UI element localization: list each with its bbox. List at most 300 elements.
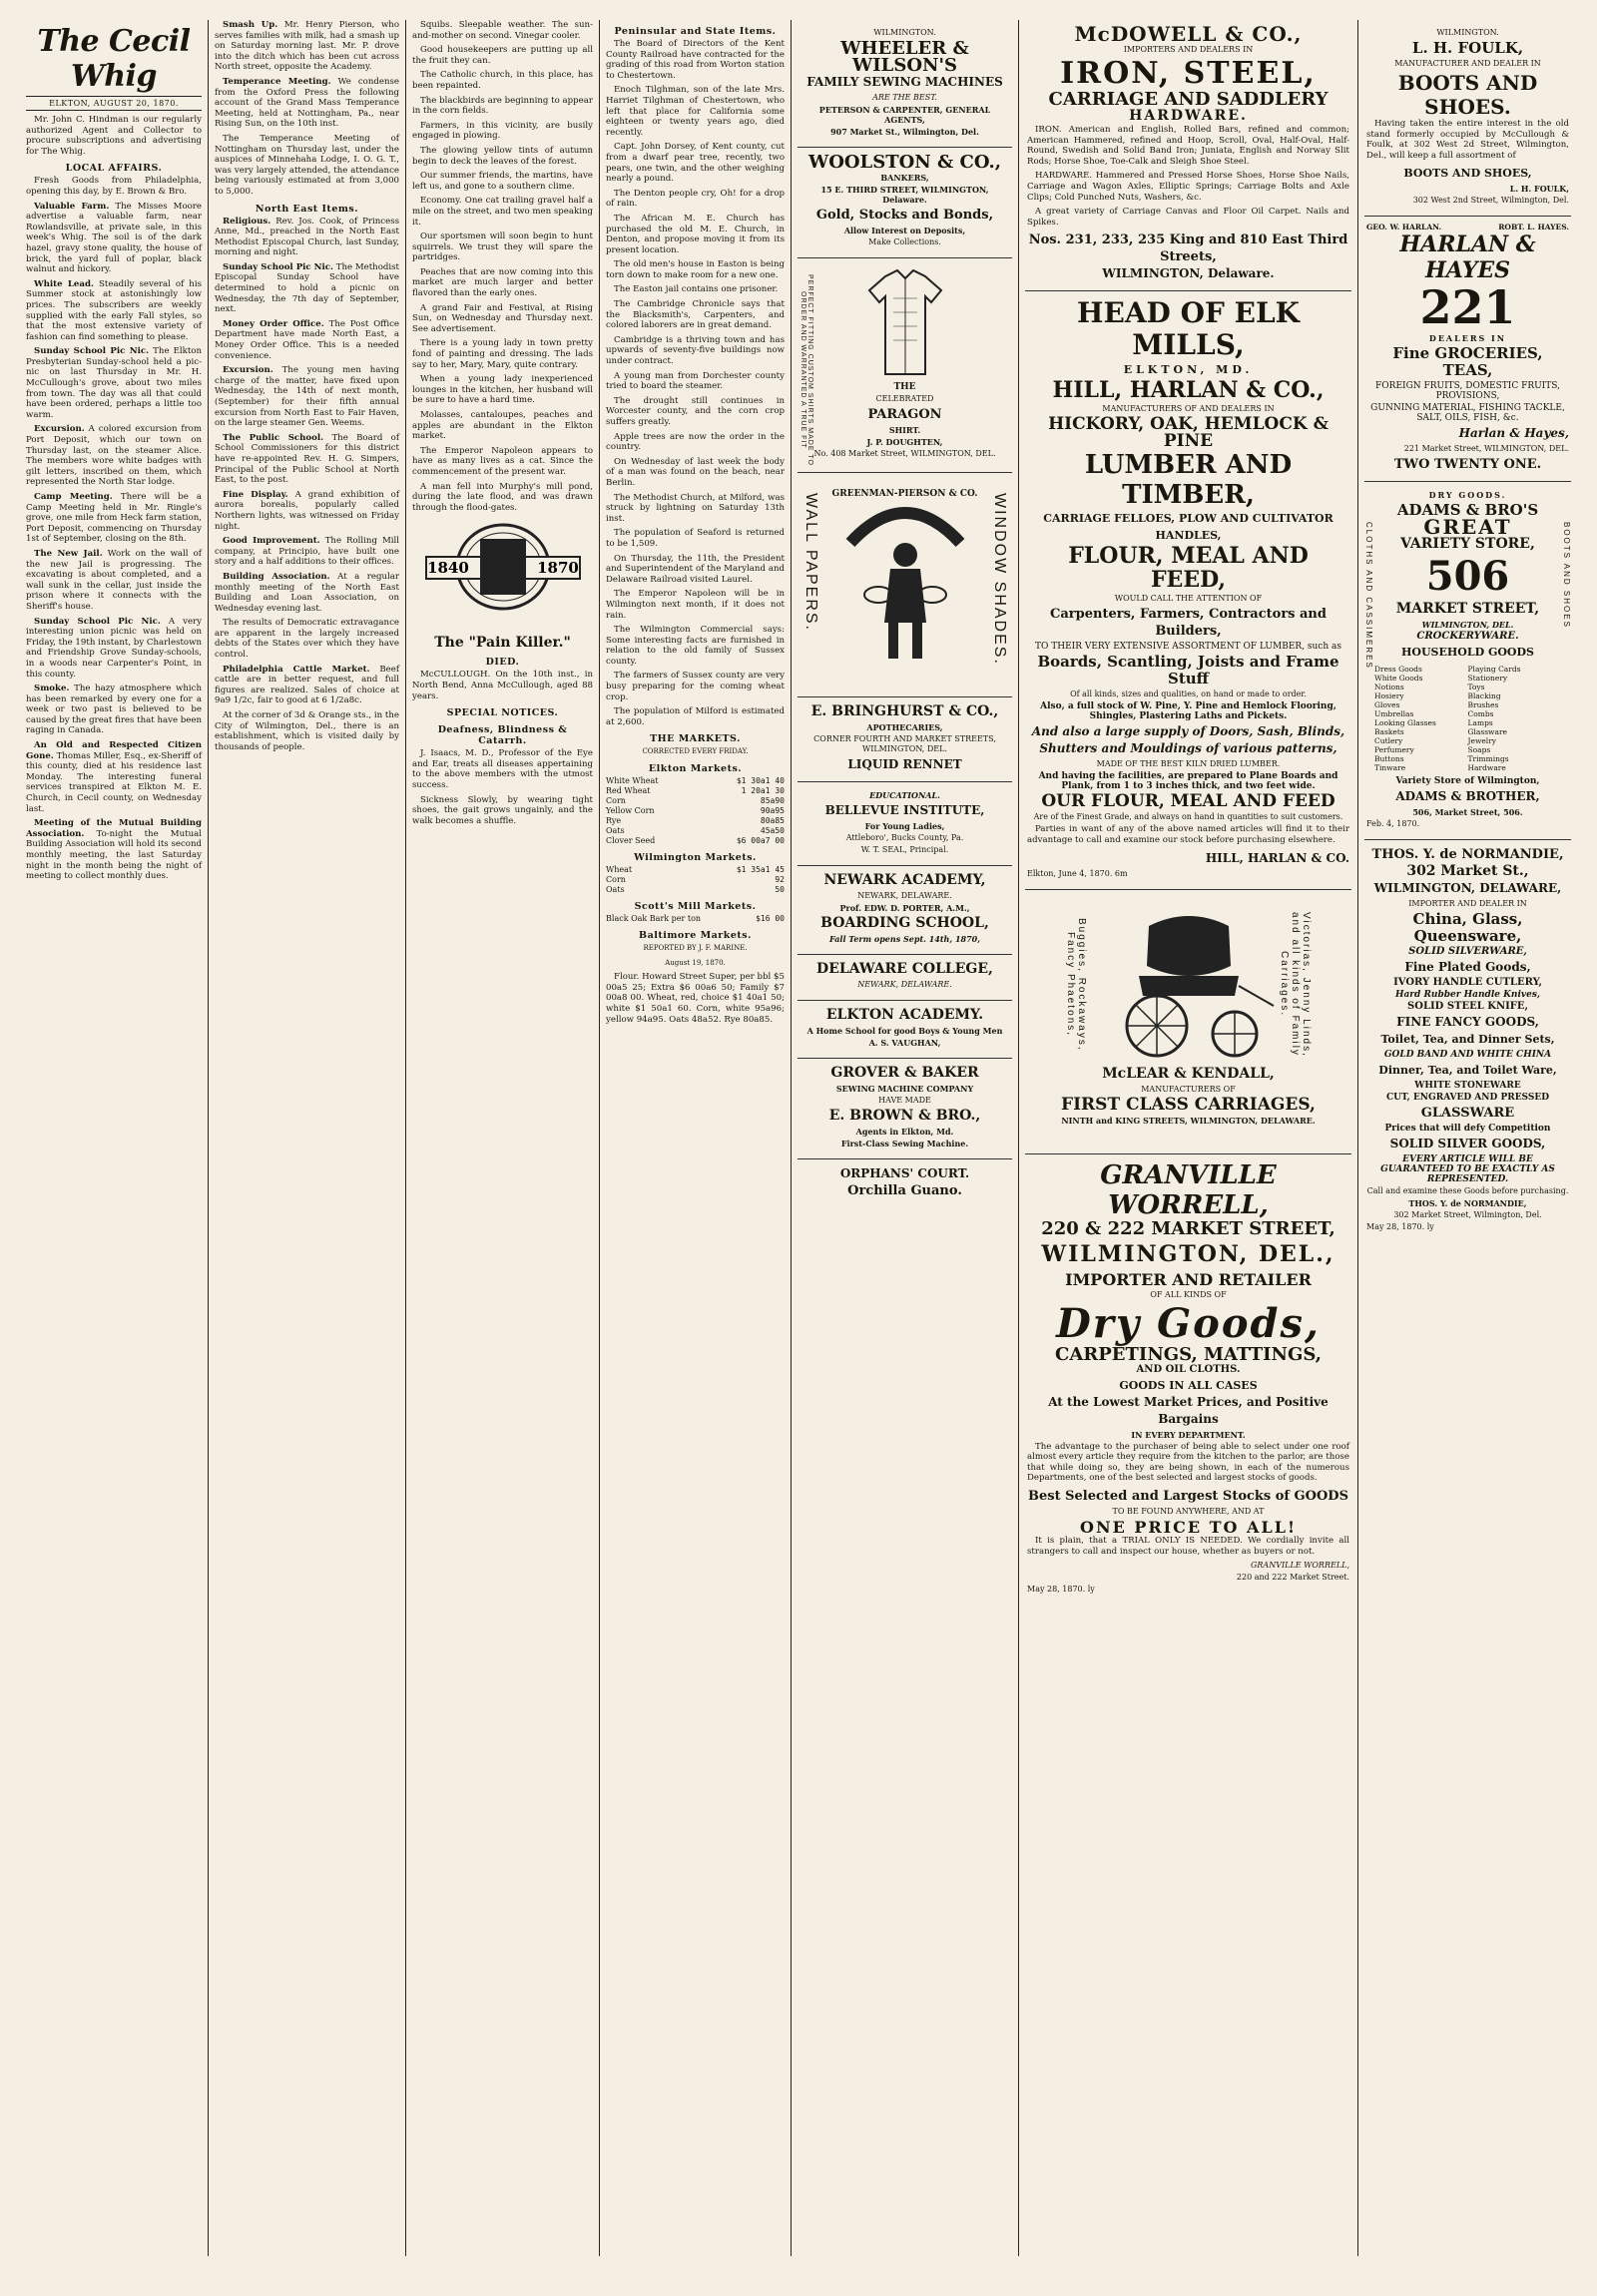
granville-advantage: The advantage to the purchaser of being able to select under one roof almost every article they require from the kitchen to the parlor, are those that while doing so, they are being shown, in each of the numerous Departments, one of the best selected and largest stocks of goods.	[1027, 1441, 1349, 1484]
mcdowell-sub: IMPORTERS AND DEALERS IN	[1123, 45, 1254, 54]
article-heading: Meeting of the Mutual Building Association.	[26, 818, 202, 839]
adams-great: GREAT	[1423, 515, 1512, 540]
article-text: Squibs. Sleepable weather. The sun-and-mother on second. Vinegar cooler.	[412, 20, 593, 41]
granville-addr: 220 & 222 MARKET STREET,	[1041, 1217, 1335, 1239]
window-shades-label: WINDOW SHADES.	[991, 493, 1008, 666]
article-text: There is a young lady in town pretty fond of painting and dressing. The lads say to her, Mary, Mary, quite contrary.	[412, 338, 593, 370]
shirt-icon	[865, 268, 945, 378]
article-paragraph	[26, 346, 202, 420]
article-paragraph	[412, 267, 593, 299]
newark-loc: NEWARK, DELAWARE.	[857, 891, 952, 900]
article-heading: Smash Up.	[223, 20, 278, 30]
elkton-academy-sub: A Home School for good Boys & Young Men	[806, 1026, 1003, 1036]
denormandie-rubber: Hard Rubber Handle Knives,	[1394, 990, 1541, 1001]
column-3-articles-lower	[412, 657, 593, 826]
article-paragraph	[215, 572, 399, 614]
adams-dry-goods: DRY GOODS.	[1428, 490, 1507, 501]
market-row	[606, 806, 785, 816]
article-paragraph	[215, 319, 399, 361]
article-text: The Elkton Presbyterian Sunday-school held a pic-nic on last Thursday in Mr. H. McCullough's grove, about two miles from town. The day was all that could have been ordered, perhaps a little too warm.	[26, 346, 203, 420]
harlan-num: 221	[1419, 280, 1516, 335]
denormandie-stoneware: WHITE STONEWARE	[1414, 1081, 1521, 1092]
article-text: The old men's house in Easton is being torn down to make room for a new one.	[606, 259, 785, 280]
paragon-shirt-ad	[798, 258, 1012, 473]
article-text: The Cambridge Chronicle says that the Blacksmith's, Carpenters, and colored laborers are in great demand.	[606, 299, 785, 331]
woolston-title: WOOLSTON & CO.,	[807, 152, 1002, 173]
market-row	[606, 914, 785, 924]
newark-academy-ad	[798, 866, 1012, 955]
denormandie-glassware: GLASSWARE	[1420, 1106, 1515, 1122]
article-paragraph	[412, 446, 593, 478]
article-paragraph	[412, 410, 593, 442]
harlan-name-right: ROBT. L. HAYES.	[1498, 223, 1569, 232]
markets-section	[606, 733, 785, 1025]
article-heading: The Public School.	[223, 432, 324, 443]
mcdowell-title: McDOWELL & CO.,	[1074, 22, 1303, 46]
denormandie-ad	[1364, 840, 1571, 1242]
foulk-text: Having taken the entire interest in the old stand formerly occupied by McCullough & Foulk, at 302 West 2d Street, Wilmington, Del., will keep a full assortment of	[1366, 119, 1569, 161]
market-item: Corn	[606, 875, 626, 885]
harlan-foreign: FOREIGN FRUITS, DOMESTIC FRUITS, PROVISIONS,	[1375, 381, 1560, 402]
article-text: The farmers of Sussex county are very busy preparing for the coming wheat crop.	[606, 671, 785, 702]
newark-fall-term: Fall Term opens Sept. 14th, 1870,	[829, 934, 980, 944]
article-paragraph	[412, 146, 593, 167]
article-paragraph	[215, 77, 399, 130]
adams-household: HOUSEHOLD GOODS	[1400, 646, 1534, 660]
denormandie-dinner: Dinner, Tea, and Toilet Ware,	[1378, 1064, 1557, 1078]
bellevue-principal: W. T. SEAL, Principal.	[860, 845, 949, 854]
article-paragraph	[412, 303, 593, 335]
market-row	[606, 776, 785, 786]
article-paragraph	[412, 121, 593, 142]
article-paragraph	[215, 365, 399, 429]
article-heading: Excursion.	[34, 424, 85, 435]
article-text: Mr. John C. Hindman is our regularly authorized Agent and Collector to procure subscriptions and advertising for The Whig.	[26, 115, 202, 157]
article-paragraph	[26, 115, 202, 157]
article-text: Molasses, cantaloupes, peaches and apples are abundant in the Elkton market.	[412, 410, 593, 442]
adams-num: 506	[1425, 553, 1510, 601]
wheeler-wilson-ad	[798, 20, 1012, 148]
article-text: When a young lady inexperienced lounges in the kitchen, her husband will be sure to have a hard time.	[412, 374, 593, 406]
article-paragraph	[26, 176, 202, 197]
delaware-loc: NEWARK, DELAWARE.	[857, 980, 952, 989]
article-paragraph	[606, 335, 785, 367]
adams-crockery: CROCKERYWARE.	[1416, 631, 1519, 643]
also-full: Also, a full stock of W. Pine, Y. Pine and Hemlock Flooring, Shingles, Plastering Laths and Pickets.	[1040, 701, 1336, 722]
article-text: The population of Milford is estimated at 2,600.	[606, 706, 785, 727]
article-paragraph	[606, 85, 785, 138]
variety-item: Jewelry	[1467, 736, 1497, 746]
granville-oil-cloths: AND OIL CLOTHS.	[1136, 1363, 1241, 1375]
mcdowell-ad	[1025, 20, 1351, 291]
adams-sign-addr: 506, Market Street, 506.	[1412, 807, 1523, 818]
article-text: The population of Seaford is returned to be 1,509.	[606, 528, 785, 549]
article-text: Beef cattle are in better request, and full figures are realized. Sales of choice at 9a9 1/2c, fair to good at 6 1/2a8c.	[215, 664, 399, 706]
article-text: The Board of Directors of the Kent County Railroad have contracted for the grading of this road from Worton station to Chestertown.	[606, 39, 785, 81]
adams-variety: VARIETY STORE,	[1400, 536, 1535, 553]
article-text: We condense from the Oxford Press the following account of the Grand Mass Temperance Meeting, held at Nottingham, Pa., near Rising Sun, on the 10th inst.	[215, 76, 399, 130]
article-text: A young man from Dorchester county tried to board the steamer.	[606, 370, 785, 392]
granville-best: Best Selected and Largest Stocks of GOODS	[1028, 1488, 1348, 1504]
variety-item: Blacking	[1467, 691, 1501, 701]
column-3-articles	[412, 20, 593, 513]
article-paragraph	[606, 493, 785, 525]
article-text: Fresh Goods from Philadelphia, opening this day, by E. Brown & Bro.	[26, 176, 202, 197]
article-text: The Methodist Church, at Milford, was struck by lightning on Saturday 13th inst.	[606, 492, 785, 524]
article-paragraph: J. Isaacs, M. D., Professor of the Eye and Ear, treats all diseases appertaining to the above members with the utmost success.	[412, 748, 593, 790]
article-paragraph	[26, 492, 202, 545]
denormandie-city: WILMINGTON, DELAWARE,	[1373, 881, 1562, 896]
article-text: To-night the Mutual Building Association will hold its second monthly meeting, the last Saturday night in the month being the night of meeting to collect monthly dues.	[26, 828, 202, 882]
article-text: The Temperance Meeting of Nottingham on Thursday last, under the auspices of Minnehaha Lodge, I. O. G. T., was very largely attended, the attendance being variously estimated at from 3,000 to 5,000.	[215, 133, 399, 197]
carpenters: Carpenters, Farmers, Contractors and Builders,	[1050, 607, 1327, 640]
article-paragraph: Sickness Slowly, by wearing tight shoes, the gait grows ungainly, and the walk becomes a shuffle.	[412, 794, 593, 826]
article-heading: Money Order Office.	[223, 318, 324, 329]
article-paragraph	[606, 39, 785, 81]
mclear-first: FIRST CLASS CARRIAGES,	[1061, 1094, 1316, 1115]
article-text: The glowing yellow tints of autumn begin to deck the leaves of the forest.	[412, 145, 593, 167]
article-paragraph	[26, 684, 202, 736]
greenman-pierson-ad	[798, 473, 1012, 697]
grover-sub: SEWING MACHINE COMPANY	[835, 1084, 974, 1094]
boards: Boards, Scantling, Joists and Frame Stuff	[1037, 653, 1339, 689]
article-paragraph	[26, 549, 202, 613]
bringhurst-ad	[798, 697, 1012, 782]
article-paragraph	[412, 338, 593, 370]
variety-item: Hosiery	[1374, 691, 1404, 701]
article-paragraph	[26, 202, 202, 275]
newark-boarding: BOARDING SCHOOL,	[820, 915, 989, 931]
head-of-elk-loc: ELKTON, MD.	[1123, 363, 1254, 377]
market-item: Yellow Corn	[606, 806, 655, 816]
carriage-icon	[1099, 896, 1279, 1066]
hill-sign: HILL, HARLAN & CO.	[1205, 850, 1349, 865]
variety-item: Brushes	[1467, 700, 1499, 710]
woolston-deposits: Allow Interest on Deposits,	[843, 226, 966, 235]
emblem-year-left: 1840	[426, 559, 469, 578]
article-text: The hazy atmosphere which has been remarked by every one for a week or two past is believed to be caused by the great fires that have been raging in Canada.	[26, 684, 203, 736]
woolston-collections: Make Collections.	[868, 237, 941, 246]
section-heading: SPECIAL NOTICES.	[446, 707, 559, 719]
market-row	[606, 836, 785, 846]
market-item: Corn	[606, 796, 626, 806]
shirt-celebrated: CELEBRATED	[875, 394, 934, 403]
article-heading: Sunday School Pic Nic.	[223, 261, 333, 272]
market-row	[606, 786, 785, 796]
hardware: HARDWARE.	[1129, 108, 1248, 124]
article-text: Steadily several of his Summer stock at astonishingly low prices. The subscribers are weekly supplied with the early Fall styles, so that the most extensive variety of fashion can find something to please.	[26, 278, 202, 342]
mcdowell-text2: HARDWARE. Hammered and Pressed Horse Shoes, Horse Shoe Nails, Carriage and Wagon Axles, Elliptic Springs; Carriage Bolts and Axle Clips; Cold Punched Nuts, Washers, &c.	[1027, 171, 1349, 203]
wheeler-addr: 907 Market St., Wilmington, Del.	[830, 127, 979, 137]
denormandie-ivory: IVORY HANDLE CUTLERY,	[1393, 977, 1542, 989]
article-text: The Post Office Department have made North East, a Money Order Office. This is a needed convenience.	[215, 318, 400, 361]
markets-corrected: CORRECTED EVERY FRIDAY.	[642, 747, 749, 756]
column-4	[600, 20, 791, 2256]
wheeler-best: ARE THE BEST.	[872, 93, 937, 102]
market-price: 50	[775, 885, 785, 895]
harlan-addr: 221 Market Street, WILMINGTON, DEL.	[1403, 444, 1569, 454]
mclear-addr: NINTH and KING STREETS, WILMINGTON, DELAWARE.	[1061, 1115, 1316, 1126]
article-paragraph	[26, 818, 202, 882]
variety-item: Dress Goods	[1374, 665, 1422, 675]
finest-grade: Are of the Finest Grade, and always on hand in quantities to suit customers.	[1033, 812, 1343, 822]
mclear-side-left: Buggies, Rockaways, Fancy Phaetons,	[1065, 917, 1087, 1052]
market-item: White Wheat	[606, 776, 659, 786]
column-3	[406, 20, 599, 2256]
head-of-elk-ad	[1025, 291, 1351, 889]
newark-title: NEWARK ACADEMY,	[823, 872, 986, 888]
market-price: 90a95	[760, 806, 785, 816]
market-row	[606, 796, 785, 806]
newark-prof: Prof. EDW. D. PORTER, A.M.,	[839, 903, 970, 913]
mclear-mfr: MANUFACTURERS OF	[1141, 1084, 1236, 1094]
article-paragraph	[26, 279, 202, 343]
adams-date: Feb. 4, 1870.	[1366, 819, 1420, 829]
variety-item: Glassware	[1467, 727, 1507, 737]
article-text: Enoch Tilghman, son of the late Mrs. Harriet Tilghman of Chestertown, who left that place for California some eighteen or twenty years ago, died recently.	[606, 85, 785, 138]
adams-title: ADAMS & BRO'S	[1396, 501, 1539, 520]
article-text: Peaches that are now coming into this market are much larger and better flavored than the early ones.	[412, 266, 593, 299]
variety-item: Stationery	[1467, 674, 1508, 684]
educational-ads	[798, 782, 1012, 866]
hill-wood: HICKORY, OAK, HEMLOCK & PINE	[1048, 414, 1329, 452]
variety-item: Soaps	[1467, 745, 1491, 755]
column-1-articles	[26, 115, 202, 882]
column-2-articles	[215, 20, 399, 752]
variety-item: Umbrellas	[1374, 709, 1414, 719]
delaware-title: DELAWARE COLLEGE,	[816, 961, 993, 977]
shirt-maker: J. P. DOUGHTEN,	[866, 437, 943, 447]
elkton-markets-title: Elkton Markets.	[648, 763, 743, 775]
granville-one-price: ONE PRICE TO ALL!	[1080, 1517, 1297, 1537]
elkton-academy-vaughan: A. S. VAUGHAN,	[868, 1038, 941, 1048]
denormandie-sign-addr: 302 Market Street, Wilmington, Del.	[1393, 1210, 1542, 1220]
article-text: Mr. Henry Pierson, who serves families with milk, had a smash up on Saturday morning last. Mr. P. drove into the ditch which has been cut across North street, opposite the Academy.	[215, 20, 400, 73]
article-paragraph	[215, 433, 399, 486]
facilities: And having the facilities, are prepared to Plane Boards and Plank, from 1 to 3 inches thick, and two feet wide.	[1038, 771, 1338, 792]
scott-markets-title: Scott's Mill Markets.	[634, 901, 757, 913]
column-6-ads	[1019, 20, 1357, 2256]
elkton-market-table	[606, 776, 785, 846]
adams-city: WILMINGTON, DEL.	[1421, 620, 1514, 631]
article-text: Capt. John Dorsey, of Kent county, cut from a dwarf pear tree, recently, two pears, one twin, and the other weighing nearly a pound.	[606, 142, 785, 185]
all-kinds: Of all kinds, sizes and qualities, on hand or made to order.	[1070, 689, 1307, 699]
mcdowell-carry: A great variety of Carriage Canvas and Floor Oil Carpet. Nails and Spikes.	[1027, 207, 1349, 228]
article-paragraph	[606, 432, 785, 453]
market-item: Rye	[606, 816, 622, 826]
harlan-sign: Harlan & Hayes,	[1458, 426, 1569, 441]
grover-title: GROVER & BAKER	[830, 1065, 979, 1081]
article-text: The Wilmington Commercial says: Some interesting facts are furnished in relation to the old family of Sussex county.	[606, 625, 785, 667]
article-text: The Methodist Episcopal Sunday School have determined to hold a picnic on Wednesday, the 7th day of September, next.	[215, 261, 400, 315]
article-text: A colored excursion from Port Deposit, which our town on Thursday last, on the steamer Alice. The members wore white badges with gilt letters, inscribed on them, which represented the North Star lodge.	[26, 424, 202, 488]
doors-sash: And also a large supply of Doors, Sash, Blinds, Shutters and Mouldings of various patterns,	[1031, 724, 1345, 756]
adams-side-left: CLOTHS AND CASSIMERES	[1364, 522, 1373, 671]
article-paragraph	[606, 554, 785, 586]
article-text: A grand exhibition of aurora borealis, popularly called Northern lights, was witnessed on Friday night.	[215, 489, 400, 532]
foulk-sub: MANUFACTURER AND DEALER IN	[1394, 59, 1541, 68]
variety-item: Baskets	[1374, 727, 1404, 737]
denormandie-sign: THOS. Y. de NORMANDIE,	[1408, 1198, 1527, 1209]
article-paragraph	[606, 528, 785, 549]
wilmington-market-table	[606, 865, 785, 895]
article-text: On Wednesday of last week the body of a man was found on the beach, near Berlin.	[606, 456, 785, 488]
article-paragraph	[26, 740, 202, 814]
article-paragraph	[606, 625, 785, 667]
harlan-title: HARLAN & HAYES	[1399, 231, 1536, 284]
denormandie-cut: CUT, ENGRAVED AND PRESSED	[1385, 1093, 1550, 1104]
mcdowell-city: WILMINGTON, Delaware.	[1102, 266, 1275, 281]
article-paragraph	[412, 45, 593, 66]
wilmington-tag: WILMINGTON.	[873, 28, 936, 37]
woolston-addr: 15 E. THIRD STREET, WILMINGTON, Delaware.	[820, 185, 989, 205]
article-text: At a regular monthly meeting of the North East Building and Loan Association, on Wednesday evening last.	[215, 571, 399, 614]
article-text: Apple trees are now the order in the country.	[606, 431, 785, 453]
variety-item: Toys	[1467, 683, 1485, 692]
article-heading: The New Jail.	[34, 548, 103, 559]
article-paragraph	[606, 457, 785, 489]
denormandie-silverware: SOLID SILVERWARE,	[1408, 946, 1527, 958]
adams-bro-ad	[1364, 482, 1571, 840]
mcdowell-text: IRON. American and English, Rolled Bars, refined and common; American Hammered, refined and Hoop, Scroll, Oval, Half-Oval, Half-Round, Swedish and Solid Band Iron; Juniata, English and Norway Slit Rods; Horse Shoe, Toe-Calk and Sleigh Shoe Steel.	[1027, 125, 1349, 167]
denormandie-gold-band: GOLD BAND AND WHITE CHINA	[1383, 1050, 1552, 1061]
section-heading: LOCAL AFFAIRS.	[65, 163, 163, 175]
market-item: Red Wheat	[606, 786, 651, 796]
article-paragraph	[26, 617, 202, 681]
market-item: Oats	[606, 885, 625, 895]
article-paragraph	[215, 262, 399, 315]
woolston-ad	[798, 148, 1012, 258]
denormandie-addr: 302 Market St.,	[1406, 863, 1529, 880]
article-paragraph	[606, 396, 785, 428]
variety-item: Looking Glasses	[1374, 718, 1436, 728]
article-text: Good housekeepers are putting up all the fruit they can.	[412, 45, 593, 66]
our-flour: OUR FLOUR, MEAL AND FEED	[1041, 791, 1335, 812]
market-price: 85a90	[760, 796, 785, 806]
shirt-side-text: PERFECT FITTING CUSTOM SHIRTS MADE TO ORDER AND WARRANTED A TRUE FIT	[799, 274, 813, 466]
article-paragraph	[412, 96, 593, 117]
parties: Parties in want of any of the above named articles will find it to their advantage to call and examine our stock before purchasing elsewhere.	[1027, 824, 1349, 845]
adams-side-right: BOOTS AND SHOES	[1562, 522, 1571, 630]
market-price: 1 20a1 30	[741, 786, 785, 796]
article-text: At the corner of 3d & Orange sts., in the City of Wilmington, Del., there is an establishment, which is visited daily by thousands of people.	[215, 710, 399, 752]
wheeler-agent: PETERSON & CARPENTER, GENERAL AGENTS,	[818, 105, 991, 125]
article-paragraph	[606, 284, 785, 295]
baltimore-date: August 19, 1870.	[665, 958, 726, 967]
section-heading: Peninsular and State Items.	[614, 26, 777, 37]
article-text: The African M. E. Church has purchased the old M. E. Church, in Denton, and propose moving it from its present location.	[606, 213, 785, 255]
mclear-title: McLEAR & KENDALL,	[1102, 1065, 1275, 1082]
orchilla-title: Orchilla Guano.	[847, 1183, 962, 1198]
variety-item: Playing Cards	[1467, 665, 1521, 675]
bringhurst-title: E. BRINGHURST & CO.,	[810, 703, 999, 719]
article-paragraph	[606, 371, 785, 392]
foulk-title: L. H. FOULK,	[1411, 39, 1524, 57]
bellevue-title: BELLEVUE INSTITUTE,	[824, 803, 985, 817]
foulk-boots: BOOTS AND SHOES.	[1397, 71, 1538, 119]
market-price: $6 00a7 00	[736, 836, 785, 846]
article-heading: Good Improvement.	[223, 536, 320, 547]
carriage-felloes: CARRIAGE FELLOES, PLOW AND CULTIVATOR HANDLES,	[1043, 512, 1333, 543]
wilmington-tag-right: WILMINGTON.	[1436, 28, 1499, 37]
variety-item: White Goods	[1374, 674, 1423, 684]
variety-item: Combs	[1467, 709, 1494, 719]
emblem-year-right: 1870	[536, 559, 579, 578]
market-row	[606, 816, 785, 826]
orphans-title: ORPHANS' COURT.	[839, 1166, 970, 1180]
article-paragraph	[412, 70, 593, 91]
wheeler-sub: FAMILY SEWING MACHINES	[806, 75, 1003, 89]
harlan-name-left: GEO. W. HARLAN.	[1366, 223, 1442, 232]
article-paragraph	[606, 214, 785, 255]
article-paragraph	[606, 189, 785, 210]
variety-item: Perfumery	[1374, 745, 1414, 755]
mclear-kendall-ad	[1025, 890, 1351, 1154]
granville-every-dept: IN EVERY DEPARTMENT.	[1131, 1429, 1246, 1440]
hill-date: Elkton, June 4, 1870. 6m	[1027, 868, 1128, 878]
variety-item: Lamps	[1467, 718, 1493, 728]
would-call: WOULD CALL THE ATTENTION OF	[1114, 594, 1263, 604]
wilmington-markets-title: Wilmington Markets.	[634, 852, 757, 864]
adams-variety-list	[1366, 665, 1569, 772]
article-paragraph	[215, 134, 399, 198]
greenman-name: GREENMAN-PIERSON & CO.	[831, 489, 978, 499]
article-text: The Catholic church, in this place, has been repainted.	[412, 70, 593, 91]
section-heading: North East Items.	[255, 203, 359, 215]
article-text: Economy. One cat trailing gravel half a mile on the street, and two men speaking it.	[412, 196, 593, 228]
baltimore-markets-title: Baltimore Markets.	[639, 930, 752, 942]
granville-sign-addr: 220 and 222 Market Street.	[1236, 1573, 1349, 1583]
variety-item: Gloves	[1374, 700, 1400, 710]
article-text: The young men having charge of the matter, have fixed upon Wednesday, the 14th of next month, (September) for their fifth annual excursion from North East to Fair Haven, on the large steamer Gen. Weems.	[215, 365, 400, 429]
pain-killer-caption: The "Pain Killer."	[434, 635, 571, 652]
foulk-ad	[1364, 20, 1571, 217]
market-price: 80a85	[760, 816, 785, 826]
brown-title: E. BROWN & BRO.,	[828, 1108, 981, 1124]
iron-steel: IRON, STEEL,	[1060, 56, 1317, 91]
article-paragraph	[606, 259, 785, 280]
bellevue-sub: For Young Ladies,	[864, 821, 945, 831]
article-text: A man fell into Murphy's mill pond, during the late flood, and was drawn through the flood-gates.	[412, 481, 593, 513]
article-text: Thomas Miller, Esq., ex-Sheriff of this county, died at his residence last Monday. The interesting funeral services transpired at Elkton M. E. Church, in Cecil county, on Wednesday last.	[26, 750, 203, 814]
market-price: $1 30a1 40	[736, 776, 785, 786]
variety-item: Notions	[1374, 683, 1404, 692]
article-paragraph	[215, 20, 399, 73]
denormandie-fancy: FINE FANCY GOODS,	[1396, 1015, 1539, 1030]
article-paragraph	[215, 490, 399, 532]
woolston-gold: Gold, Stocks and Bonds,	[815, 208, 994, 223]
market-item: Wheat	[606, 865, 633, 875]
foulk-bs: BOOTS AND SHOES,	[1403, 167, 1532, 181]
article-text: There will be a Camp Meeting held in Mr. Ringle's grove, one mile from Heck farm station, Port Deposit, commencing on Thursday 1st of September, closing on the 8th.	[26, 492, 203, 545]
harlan-hayes-ad	[1364, 217, 1571, 482]
bringhurst-addr: CORNER FOURTH AND MARKET STREETS, WILMINGTON, DEL.	[813, 734, 996, 753]
article-heading: An Old and Respected Citizen Gone.	[26, 740, 202, 761]
article-text: A grand Fair and Festival, at Rising Sun, on Wednesday and Thursday next. See advertisement.	[412, 302, 593, 334]
column-1	[20, 20, 208, 2256]
article-paragraph	[215, 217, 399, 258]
article-text: A very interesting union picnic was held on Friday, the 19th instant, by Charlestown and Friendship Grove Sunday-schools, in a woods near Carpenter's Point, in this county.	[26, 616, 203, 680]
mclear-side-right: Victorias, Jenny Linds, and all kinds of Family Carriages.	[1279, 911, 1312, 1058]
article-text: The Emperor Napoleon will be in Wilmington next month, if it does not rain.	[606, 589, 785, 621]
carriage-saddlery: CARRIAGE AND SADDLERY	[1048, 89, 1329, 110]
article-paragraph	[606, 299, 785, 331]
article-text: The Denton people cry, Oh! for a drop of rain.	[606, 188, 785, 210]
article-heading: Religious.	[223, 216, 271, 227]
denormandie-china: China, Glass, Queensware,	[1412, 910, 1523, 946]
article-paragraph	[215, 710, 399, 752]
denormandie-call: Call and examine these Goods before purchasing.	[1366, 1186, 1569, 1196]
